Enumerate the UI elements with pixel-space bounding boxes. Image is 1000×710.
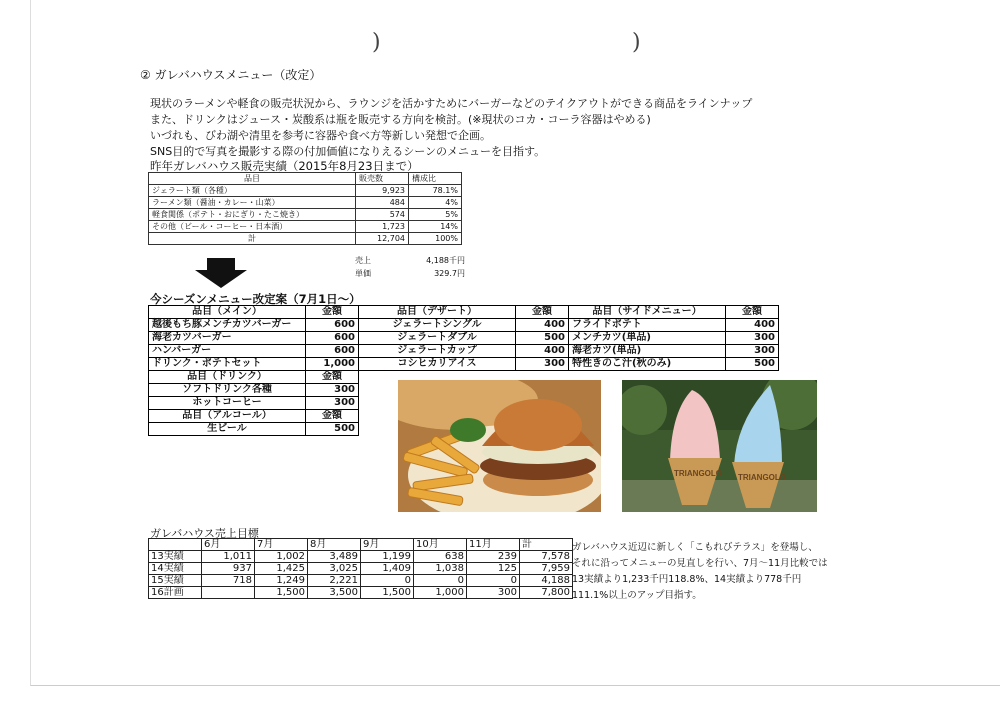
cell: メンチカツ(単品) [569, 332, 726, 345]
row-label: 15実績 [149, 575, 202, 587]
cell: 400 [516, 319, 569, 332]
table-header-row [149, 539, 573, 551]
header-cell: 計 [520, 539, 573, 551]
header-cell: 金額 [726, 306, 779, 319]
target-table [148, 538, 573, 599]
cell: ジェラートカップ [359, 345, 516, 358]
cell: 軽食関係（ポテト・おにぎり・たこ焼き） [149, 209, 356, 221]
cell: ホットコーヒー [149, 397, 306, 410]
cell: 638 [414, 551, 467, 563]
intro-line: いづれも、びわ湖や清里を参考に容器や食べ方等新しい発想で企画。 [150, 129, 491, 142]
header-cell: 品目（ドリンク） [149, 371, 306, 384]
cell: 500 [726, 358, 779, 371]
cell: 78.1% [409, 185, 462, 197]
header-cell: 10月 [414, 539, 467, 551]
cell: 500 [516, 332, 569, 345]
table-total-row [149, 233, 462, 245]
note-line: それに沿ってメニューの見直しを行い、7月～11月比較では [572, 558, 828, 569]
cell: 300 [306, 397, 359, 410]
unit-price-label: 単価 [355, 269, 371, 278]
intro-line: SNS目的で写真を撮影する際の付加価値になりえるシーンのメニューを目指す。 [150, 145, 546, 158]
cell: 3,489 [308, 551, 361, 563]
target-table-title: ガレバハウス売上目標 [150, 527, 259, 540]
cell: 計 [149, 233, 356, 245]
table-row [149, 221, 462, 233]
cell: 574 [356, 209, 409, 221]
cell: 1,000 [414, 587, 467, 599]
cell: 12,704 [356, 233, 409, 245]
header-cell: 品目 [149, 173, 356, 185]
cell: 125 [467, 563, 520, 575]
cell: 1,038 [414, 563, 467, 575]
sales-table [148, 172, 462, 245]
note-line: 111.1%以上のアップ目指す。 [572, 590, 702, 601]
cell: 7,959 [520, 563, 573, 575]
note-line: 13実績より1,233千円118.8%、14実績より778千円 [572, 574, 802, 585]
cell: 600 [306, 319, 359, 332]
cell: ドリンク・ポテトセット [149, 358, 306, 371]
cell: コシヒカリアイス [359, 358, 516, 371]
cell: 特性きのこ汁(秋のみ) [569, 358, 726, 371]
table-row [149, 185, 462, 197]
row-label: 13実績 [149, 551, 202, 563]
cell: 500 [306, 423, 359, 436]
header-cell: 金額 [306, 306, 359, 319]
cell: 生ビール [149, 423, 306, 436]
cell: 1,425 [255, 563, 308, 575]
sales-summary [355, 254, 465, 280]
header-cell: 販売数 [356, 173, 409, 185]
header-cell: 金額 [306, 410, 359, 423]
cell: ラーメン類（醤油・カレー・山菜） [149, 197, 356, 209]
cell: 海老カツバーガー [149, 332, 306, 345]
cell: 0 [361, 575, 414, 587]
cell: 300 [516, 358, 569, 371]
cell: 4,188 [520, 575, 573, 587]
cone-label: TRIANGOLO [738, 473, 786, 482]
cell: 600 [306, 332, 359, 345]
unit-price-value: 329.7円 [434, 269, 465, 278]
header-cell: 6月 [202, 539, 255, 551]
cell: ソフトドリンク各種 [149, 384, 306, 397]
cell: 7,578 [520, 551, 573, 563]
table-row [149, 587, 573, 599]
cell: 300 [467, 587, 520, 599]
header-cell: 品目（サイドメニュー） [569, 306, 726, 319]
header-cell: 品目（アルコール） [149, 410, 306, 423]
cell: 1,723 [356, 221, 409, 233]
cell: 1,249 [255, 575, 308, 587]
cell: 484 [356, 197, 409, 209]
table-row [149, 358, 779, 371]
intro-line: また、ドリンクはジュース・炭酸系は瓶を販売する方向を検討。(※現状のコカ・コーラ容器はやめる) [150, 113, 651, 126]
burger-photo [398, 380, 601, 512]
cell: ジェラートシングル [359, 319, 516, 332]
header-cell: 品目（メイン） [149, 306, 306, 319]
cell: 400 [726, 319, 779, 332]
header-cell: 7月 [255, 539, 308, 551]
table-row [149, 319, 779, 332]
row-label: 14実績 [149, 563, 202, 575]
table-header-row [149, 306, 779, 319]
cell: 1,011 [202, 551, 255, 563]
revenue-label: 売上 [355, 256, 371, 265]
cell: フライドポテト [569, 319, 726, 332]
cell: 0 [467, 575, 520, 587]
table-header-row [149, 173, 462, 185]
cell: 1,002 [255, 551, 308, 563]
cell: 239 [467, 551, 520, 563]
cell: 300 [726, 332, 779, 345]
note-line: ガレバハウス近辺に新しく「こもれびテラス」を登場し、 [572, 542, 818, 553]
section-heading: ② ガレバハウスメニュー（改定） [140, 68, 322, 82]
header-cell: 金額 [516, 306, 569, 319]
cell: 9,923 [356, 185, 409, 197]
cell: 300 [726, 345, 779, 358]
cell: 937 [202, 563, 255, 575]
table-row [149, 345, 779, 358]
cell: ジェラート類（各種） [149, 185, 356, 197]
cone-label: TRIANGOLO [674, 469, 722, 478]
cell: 4% [409, 197, 462, 209]
punch-hole-left: ) [372, 30, 381, 55]
gelato-cone-photo [622, 380, 817, 512]
cell: 3,500 [308, 587, 361, 599]
cell: 5% [409, 209, 462, 221]
table-row [149, 563, 573, 575]
table-row [149, 332, 779, 345]
punch-hole-right: ) [632, 30, 641, 55]
cell: 1,000 [306, 358, 359, 371]
cell: 600 [306, 345, 359, 358]
cell: 3,025 [308, 563, 361, 575]
cell: 300 [306, 384, 359, 397]
intro-line: 現状のラーメンや軽食の販売状況から、ラウンジを活かすためにバーガーなどのテイクアウトができる商品をラインナップ [150, 97, 753, 110]
cell: 越後もち豚メンチカツバーガー [149, 319, 306, 332]
cell: 7,800 [520, 587, 573, 599]
header-cell: 8月 [308, 539, 361, 551]
sales-table-title: 昨年ガレバハウス販売実績（2015年8月23日まで） [150, 159, 419, 173]
header-cell: 金額 [306, 371, 359, 384]
header-cell: 9月 [361, 539, 414, 551]
cell: 2,221 [308, 575, 361, 587]
header-cell: 11月 [467, 539, 520, 551]
header-cell: 品目（デザート） [359, 306, 516, 319]
table-row [149, 197, 462, 209]
cell: 100% [409, 233, 462, 245]
table-row [149, 209, 462, 221]
revenue-value: 4,188千円 [426, 256, 465, 265]
menu-title: 今シーズンメニュー改定案（7月1日～） [150, 292, 361, 306]
row-label: 16計画 [149, 587, 202, 599]
cell: 1,199 [361, 551, 414, 563]
intro-text [150, 96, 752, 160]
cell: 1,500 [255, 587, 308, 599]
cell: 1,409 [361, 563, 414, 575]
cell: ハンバーガー [149, 345, 306, 358]
cell: 718 [202, 575, 255, 587]
cell: 400 [516, 345, 569, 358]
cell: その他（ビール・コーヒー・日本酒） [149, 221, 356, 233]
table-row [149, 551, 573, 563]
cell: 14% [409, 221, 462, 233]
table-row [149, 575, 573, 587]
cell: ジェラートダブル [359, 332, 516, 345]
cell [202, 587, 255, 599]
cell: 1,500 [361, 587, 414, 599]
header-cell: 構成比 [409, 173, 462, 185]
down-arrow-icon [195, 258, 247, 288]
target-note [572, 540, 828, 604]
cell: 海老カツ(単品) [569, 345, 726, 358]
header-cell [149, 539, 202, 551]
cell: 0 [414, 575, 467, 587]
